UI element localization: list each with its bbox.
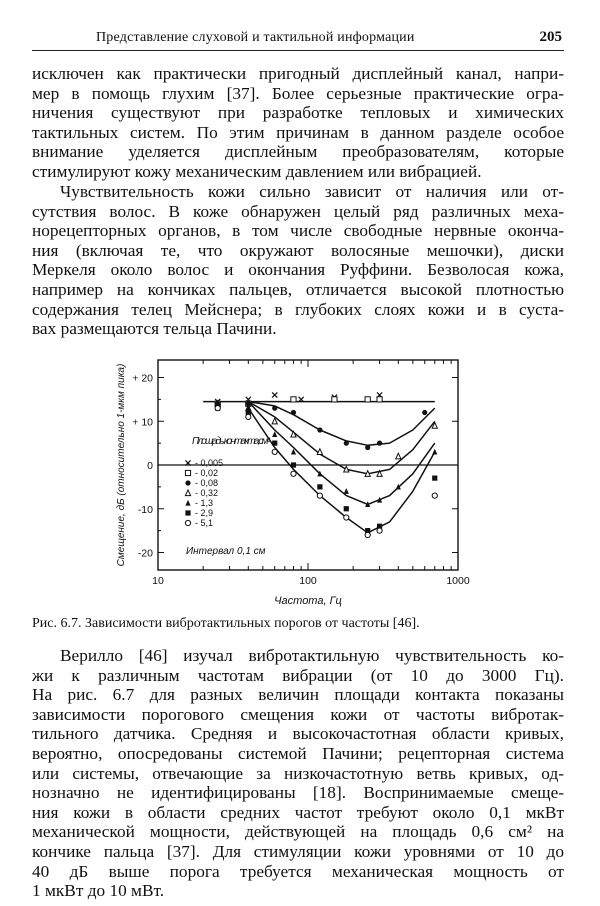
y-tick-label: -20 [137,547,153,560]
data-point [365,445,370,450]
data-point [291,410,296,415]
data-point [344,515,349,520]
data-point [377,441,382,446]
data-point [332,397,337,402]
data-point [377,397,382,402]
text-line: исключен как практически пригодный дисплейный канал, напри- [32,64,564,83]
data-point [365,471,370,477]
data-point [432,476,437,481]
fit-curve [248,402,434,474]
text-line: тильного датчика. Средняя и высокочастотная области кривых, [32,724,564,744]
text-line: вероятно, опосредованы системой Пачини; рецепторная система [32,743,564,763]
x-tick-label: 100 [299,575,317,587]
text-line: ничения существуют при разработке тепловых и химических [32,103,564,123]
text-line: На рис. 6.7 для разных величин площади контакта показаны [32,685,564,705]
data-point [432,449,437,455]
text-line: например на кончиках пальцев, отличается высокой плотностью [32,279,564,299]
legend-marker [185,510,190,515]
legend-label: - 0,02 [195,468,219,478]
running-title: Представление слуховой и тактильной информации [96,30,415,45]
text-line: тактильных систем. По этим причинам в данном разделе особое [32,122,564,142]
legend-label: - 1,3 [195,498,214,508]
data-point [291,431,296,437]
data-point [291,462,296,467]
legend-marker [185,490,190,496]
y-tick-label: -10 [137,503,153,516]
legend-title: Площадь контакта,см² [192,436,270,447]
paragraph-3 [32,646,564,901]
data-point [365,532,370,537]
text-line: мер в помощь глухим [37]. Более серьезные практические огра- [32,83,564,103]
text-line: ния (включая те, что окружают волосяные мешочки), диски [32,240,564,260]
data-point [272,406,277,411]
legend-marker [185,470,190,475]
text-line: механической мощности, действующей на площадь 0,6 см² на [32,822,564,842]
data-point [317,449,322,455]
running-header [32,28,564,51]
text-line: кончике пальца [37]. Для стимуляции кожи уровнями от 10 до [32,841,564,861]
data-point [344,441,349,446]
legend-label: - 0,08 [195,478,219,488]
data-point [377,528,382,533]
data-point [344,506,349,511]
text-line: стимулируют кожу механическим давлением или вибрацией. [32,161,482,181]
text-line: жи к различным частотам вибрации (от 10 до 3000 Гц). [32,665,564,685]
text-line: ния кожи в области средних частот требуют около 0,1 мкВт [32,802,564,822]
legend-label: - 2,9 [195,508,214,518]
text-line: Меркеля около волос и окончания Руффини. Безволосая кожа, [32,260,564,280]
fit-curve [248,408,434,533]
text-line: норецепторных органов, в том числе свободные нервные оконча- [32,221,564,241]
y-tick-label: 0 [147,460,153,472]
data-point [272,392,277,397]
text-line: вах размещаются тельца Пачини. [32,319,277,339]
text-line: Чувствительность кожи сильно зависит от наличия или от- [60,182,564,201]
data-point [344,488,349,494]
text-line: внимание уделяется дисплейным преобразователям, которые [32,142,564,162]
text-line: нозначно не идентифицированы [18]. Воспринимаемые смеще- [32,783,564,803]
data-point [365,397,370,402]
x-tick-label: 1000 [446,575,470,587]
legend-label: - 0,32 [195,488,219,498]
data-point [215,406,220,411]
figure-caption [32,616,420,632]
text-line: содержания телец Мейснера; в глубоких слоях кожи и в суста- [32,299,564,319]
x-tick-label: 10 [152,575,164,587]
vibrotactile-threshold-chart [100,336,500,618]
paragraph-2 [32,182,564,339]
caption-text: Зависимости вибротактильных порогов от частоты [46]. [85,616,420,631]
text-line: сутствия волос. В коже обнаружен целый ряд различных меха- [32,201,564,221]
legend-marker [185,480,190,485]
legend-label: - 0,005 [195,458,224,468]
data-point [246,414,251,419]
data-point [422,410,427,415]
y-tick-label: + 20 [132,372,153,385]
caption-label: Рис. 6.7. [32,616,82,631]
paragraph-1 [32,64,564,182]
data-point [272,449,277,454]
x-axis-title: Частота, Гц [274,595,342,607]
y-tick-label: + 10 [132,416,153,429]
interval-annotation: Интервал 0,1 см [186,546,266,557]
legend-label: - 5,1 [195,518,214,528]
data-point [396,453,401,459]
data-point [317,484,322,489]
data-point [432,493,437,498]
legend-marker [185,500,190,506]
y-axis-title: Смещение, дБ (относительно 1-мкм пика) [116,363,127,567]
text-line: 1 мкВт до 10 мВт. [32,881,165,901]
legend-marker [185,520,190,525]
text-line: зависимости порогового смещения кожи от частоты вибротак- [32,704,564,724]
data-point [272,441,277,446]
data-point [317,427,322,432]
data-point [344,466,349,472]
text-line: 40 дБ выше порога требуется механическая мощность от [32,861,564,881]
data-point [291,471,296,476]
data-point [317,493,322,498]
text-line: или системы, отвечающие за низкочастотную ветвь кривых, од- [32,763,564,783]
text-line: Верилло [46] изучал вибротактильную чувствительность ко- [60,646,564,665]
data-point [291,397,296,402]
page-number: 205 [539,29,562,45]
